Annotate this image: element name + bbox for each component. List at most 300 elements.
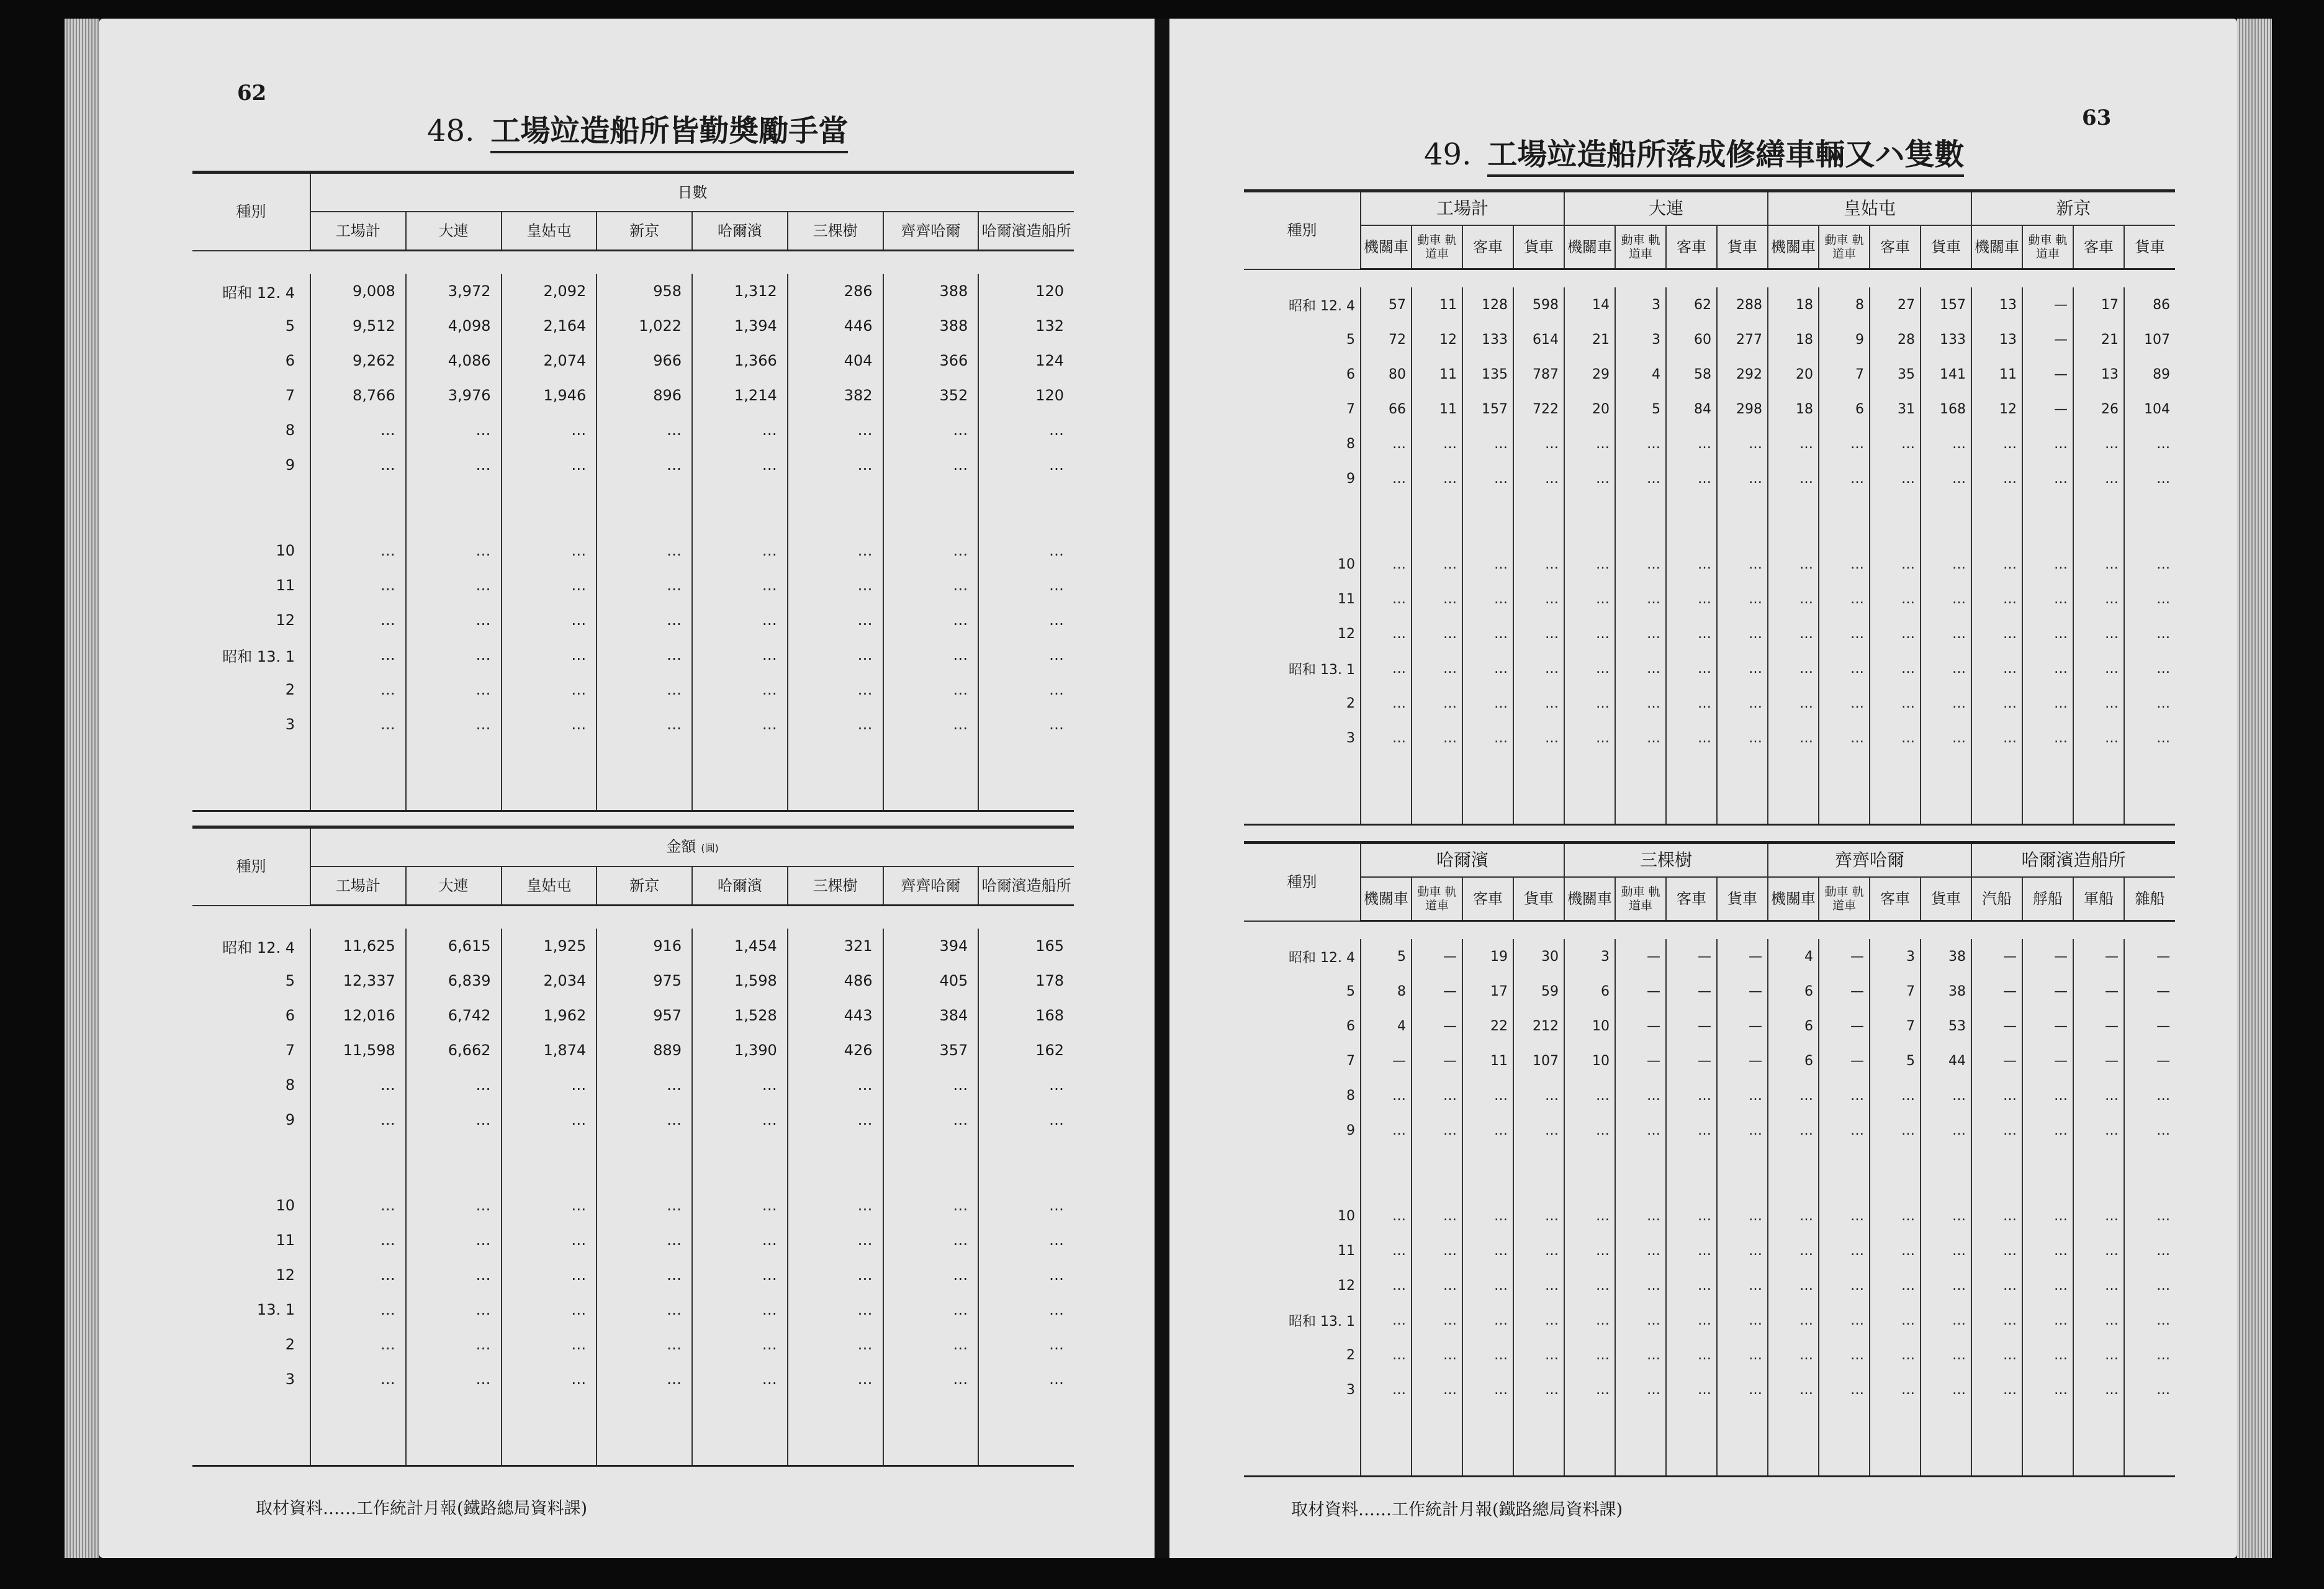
amount-table-section: [192, 826, 1074, 1467]
table-cell: …: [2022, 426, 2073, 461]
table-row: [192, 1188, 1074, 1223]
table-cell: —: [1666, 939, 1717, 974]
table-cell: …: [1870, 686, 1921, 721]
table-title: [1424, 130, 1964, 173]
table-cell: …: [2022, 1372, 2073, 1407]
table-cell: …: [1921, 1372, 1971, 1407]
table-cell: …: [788, 1223, 883, 1258]
table-row: [1244, 686, 2175, 721]
table-cell: …: [788, 533, 883, 568]
table-row: [192, 448, 1074, 482]
table-cell: …: [1870, 1372, 1921, 1407]
column-header: 哈爾濱造船所: [978, 212, 1074, 251]
table-cell: …: [788, 448, 883, 482]
row-label: 11: [1338, 1243, 1355, 1259]
row-label: 昭和 13. 1: [222, 647, 295, 665]
table-cell: 11: [1412, 287, 1462, 322]
table-cell: …: [1564, 651, 1615, 686]
table-cell: …: [978, 568, 1074, 603]
table-cell: …: [1666, 1372, 1717, 1407]
table-cell: …: [2022, 461, 2073, 496]
table-cell: 3: [1615, 322, 1666, 357]
table-cell: …: [1971, 426, 2022, 461]
table-cell: …: [502, 533, 597, 568]
table-cell: …: [2124, 1268, 2175, 1303]
table-cell: 1,366: [692, 343, 788, 378]
table-cell: …: [406, 1258, 502, 1292]
table-cell: …: [1768, 686, 1819, 721]
table-cell: …: [883, 637, 979, 672]
table-cell: …: [1819, 1233, 1870, 1268]
table-cell: …: [1361, 616, 1412, 651]
table-row: [1244, 1199, 2175, 1233]
table-row: [1244, 582, 2175, 616]
table-cell: …: [2073, 1372, 2124, 1407]
group-label: 日數: [677, 184, 708, 201]
table-cell: …: [1717, 1199, 1768, 1233]
table-cell: 38: [1921, 939, 1971, 974]
table-cell: …: [978, 672, 1074, 707]
table-cell: …: [692, 672, 788, 707]
table-cell: …: [406, 603, 502, 637]
row-label: 12: [1338, 1277, 1355, 1294]
table-cell: …: [1615, 1268, 1666, 1303]
table-cell: 2,164: [502, 308, 597, 343]
column-header: 客車: [1870, 877, 1921, 921]
table-cell: …: [1666, 651, 1717, 686]
table-cell: …: [1870, 1113, 1921, 1148]
column-header: 新京: [597, 212, 692, 251]
table-cell: 1,528: [692, 998, 788, 1033]
table-cell: 18: [1768, 287, 1819, 322]
table-cell: 19: [1462, 939, 1513, 974]
table-cell: …: [883, 1223, 979, 1258]
table-row: [192, 1362, 1074, 1397]
table-cell: …: [2022, 1199, 2073, 1233]
table-row: [1244, 616, 2175, 651]
table-row: [1244, 287, 2175, 322]
table-cell: 6: [1768, 1009, 1819, 1043]
table-cell: …: [1513, 1233, 1564, 1268]
table-cell: …: [978, 603, 1074, 637]
table-cell: …: [978, 637, 1074, 672]
table-row: [192, 637, 1074, 672]
table-cell: …: [1921, 1113, 1971, 1148]
table-cell: —: [1971, 1043, 2022, 1078]
table-cell: —: [1361, 1043, 1412, 1078]
group-header: 皇姑屯: [1768, 191, 1971, 226]
table-cell: …: [406, 1102, 502, 1137]
table-cell: …: [1412, 1372, 1462, 1407]
table-cell: …: [2073, 547, 2124, 582]
table-cell: …: [978, 1188, 1074, 1223]
table-cell: 13: [2073, 357, 2124, 392]
table-cell: …: [1615, 1233, 1666, 1268]
table-cell: …: [1513, 1199, 1564, 1233]
row-label: 8: [285, 1076, 295, 1094]
row-label: 10: [1338, 1208, 1355, 1224]
table-cell: …: [1971, 1199, 2022, 1233]
table-cell: …: [1768, 1303, 1819, 1338]
table-cell: …: [788, 1102, 883, 1137]
table-cell: …: [1513, 1078, 1564, 1113]
table-cell: 382: [788, 378, 883, 413]
table-cell: …: [406, 1327, 502, 1362]
table-cell: …: [1462, 1268, 1513, 1303]
table-cell: …: [883, 533, 979, 568]
table-row: [192, 672, 1074, 707]
table-cell: 288: [1717, 287, 1768, 322]
table-cell: …: [883, 448, 979, 482]
table-cell: …: [1513, 616, 1564, 651]
row-label: 2: [285, 1336, 295, 1353]
group-header: 新京: [1971, 191, 2175, 226]
table-cell: …: [502, 1068, 597, 1102]
table-cell: 21: [1564, 322, 1615, 357]
table-cell: 165: [978, 929, 1074, 963]
table-cell: 89: [2124, 357, 2175, 392]
table-cell: …: [1615, 1303, 1666, 1338]
column-header: 客車: [1870, 225, 1921, 269]
table-cell: —: [1412, 974, 1462, 1009]
table-cell: …: [1819, 1303, 1870, 1338]
table-row: [192, 343, 1074, 378]
table-cell: …: [978, 448, 1074, 482]
table-cell: 3: [1564, 939, 1615, 974]
table-cell: …: [1870, 651, 1921, 686]
table-cell: 12: [1412, 322, 1462, 357]
table-cell: …: [2073, 1113, 2124, 1148]
table-cell: …: [1615, 721, 1666, 755]
table-cell: …: [1768, 721, 1819, 755]
table-cell: …: [1666, 582, 1717, 616]
table-cell: …: [502, 603, 597, 637]
table-cell: …: [597, 568, 692, 603]
table-cell: …: [978, 533, 1074, 568]
days-table: [192, 171, 1074, 812]
table-row: [1244, 974, 2175, 1009]
table-cell: …: [1513, 461, 1564, 496]
table-cell: …: [883, 568, 979, 603]
table-cell: …: [788, 1068, 883, 1102]
table-cell: …: [1666, 1233, 1717, 1268]
row-label: 2: [1346, 695, 1355, 711]
table-cell: …: [788, 1362, 883, 1397]
table-row: [1244, 426, 2175, 461]
group-label: 金額: [666, 837, 696, 855]
table-cell: …: [1462, 1113, 1513, 1148]
column-header: 動車 軌道車: [1819, 225, 1870, 269]
table-cell: 59: [1513, 974, 1564, 1009]
table-cell: …: [1717, 1233, 1768, 1268]
table-cell: …: [1870, 582, 1921, 616]
column-header: 動車 軌道車: [1615, 225, 1666, 269]
table-cell: …: [1666, 1113, 1717, 1148]
table-cell: 1,214: [692, 378, 788, 413]
table-cell: …: [1412, 582, 1462, 616]
table-cell: —: [2022, 939, 2073, 974]
table-cell: …: [883, 1102, 979, 1137]
table-cell: …: [1717, 686, 1768, 721]
table-cell: …: [2073, 1303, 2124, 1338]
row-label: 昭和 12. 4: [222, 939, 295, 957]
table-cell: …: [1615, 426, 1666, 461]
table-cell: 11: [1462, 1043, 1513, 1078]
table-cell: 178: [978, 963, 1074, 998]
row-label: 昭和 12. 4: [1289, 298, 1355, 314]
table-cell: 4: [1361, 1009, 1412, 1043]
table-cell: …: [788, 568, 883, 603]
table-cell: 614: [1513, 322, 1564, 357]
table-cell: 29: [1564, 357, 1615, 392]
table-cell: 162: [978, 1033, 1074, 1068]
table-cell: 2,034: [502, 963, 597, 998]
table-cell: …: [1870, 461, 1921, 496]
table-cell: …: [2073, 461, 2124, 496]
table-cell: …: [1412, 686, 1462, 721]
table-cell: 168: [978, 998, 1074, 1033]
table-cell: 44: [1921, 1043, 1971, 1078]
table-cell: …: [1666, 1338, 1717, 1372]
table-cell: 28: [1870, 322, 1921, 357]
table-row: [1244, 1233, 2175, 1268]
row-label: 6: [285, 1007, 295, 1024]
table-cell: 6,839: [406, 963, 502, 998]
row-label: 7: [285, 1042, 295, 1059]
table-cell: …: [310, 568, 406, 603]
column-header: 機關車: [1361, 225, 1412, 269]
table-cell: …: [2073, 1078, 2124, 1113]
table-cell: —: [2022, 1009, 2073, 1043]
table-cell: …: [1666, 547, 1717, 582]
table-cell: …: [1971, 547, 2022, 582]
table-cell: …: [2124, 1372, 2175, 1407]
table-cell: …: [1768, 1199, 1819, 1233]
table-cell: …: [502, 448, 597, 482]
table-cell: —: [1615, 974, 1666, 1009]
table-cell: —: [1717, 974, 1768, 1009]
column-header: 貨車: [2124, 225, 2175, 269]
table-row: [1244, 1009, 2175, 1043]
table-cell: …: [1513, 582, 1564, 616]
table-cell: …: [406, 637, 502, 672]
table-cell: …: [597, 707, 692, 742]
table-cell: …: [406, 1188, 502, 1223]
group-header: 哈爾濱: [1361, 843, 1564, 878]
table-cell: 5: [1361, 939, 1412, 974]
table-cell: …: [1666, 686, 1717, 721]
table-cell: —: [2124, 1043, 2175, 1078]
table-cell: …: [1412, 616, 1462, 651]
table-cell: …: [1921, 426, 1971, 461]
table-cell: …: [1870, 1338, 1921, 1372]
table-cell: …: [788, 672, 883, 707]
table-cell: …: [310, 448, 406, 482]
group-unit: (圓): [701, 842, 719, 854]
table-cell: 405: [883, 963, 979, 998]
row-label: 10: [276, 1197, 295, 1214]
table-cell: …: [2073, 582, 2124, 616]
table-row: [1244, 939, 2175, 974]
table-cell: 394: [883, 929, 979, 963]
table-cell: —: [1615, 1009, 1666, 1043]
column-header: 哈爾濱造船所: [978, 867, 1074, 906]
row-label: 5: [285, 317, 295, 335]
table-cell: …: [1564, 582, 1615, 616]
table-cell: 6: [1768, 1043, 1819, 1078]
table-cell: …: [1412, 1303, 1462, 1338]
table-cell: …: [1462, 616, 1513, 651]
table-cell: …: [1361, 582, 1412, 616]
table-cell: …: [1768, 461, 1819, 496]
row-label: 昭和 12. 4: [1289, 950, 1355, 966]
table-cell: …: [1412, 426, 1462, 461]
table-cell: …: [1361, 1078, 1412, 1113]
column-header: 三棵樹: [788, 212, 883, 251]
table-cell: …: [1717, 1303, 1768, 1338]
table-cell: …: [1870, 1078, 1921, 1113]
table-cell: 5: [1870, 1043, 1921, 1078]
lower-vehicle-table-section: [1244, 841, 2175, 1477]
table-row: [192, 1258, 1074, 1292]
table-cell: …: [1666, 1268, 1717, 1303]
table-cell: 975: [597, 963, 692, 998]
table-cell: …: [1717, 721, 1768, 755]
table-cell: 3,972: [406, 274, 502, 308]
table-cell: 26: [2073, 392, 2124, 426]
row-label: 2: [1346, 1347, 1355, 1363]
table-cell: 104: [2124, 392, 2175, 426]
table-cell: …: [1462, 426, 1513, 461]
table-cell: 8,766: [310, 378, 406, 413]
table-cell: …: [2124, 582, 2175, 616]
stub-header: 種別: [1244, 191, 1361, 269]
table-cell: …: [1819, 1199, 1870, 1233]
row-label: 11: [1338, 591, 1355, 607]
table-cell: …: [310, 672, 406, 707]
table-cell: …: [1768, 1372, 1819, 1407]
table-cell: …: [1462, 1078, 1513, 1113]
table-cell: …: [1513, 426, 1564, 461]
column-header: 齊齊哈爾: [883, 212, 979, 251]
table-title-text: 工場竝造船所落成修繕車輛又ハ隻數: [1487, 137, 1964, 177]
table-cell: …: [1615, 1372, 1666, 1407]
table-cell: …: [1361, 651, 1412, 686]
table-cell: …: [2073, 616, 2124, 651]
column-header: 機關車: [1361, 877, 1412, 921]
table-cell: …: [1870, 1268, 1921, 1303]
table-cell: 1,454: [692, 929, 788, 963]
table-cell: …: [502, 672, 597, 707]
table-cell: 1,946: [502, 378, 597, 413]
table-cell: …: [1564, 721, 1615, 755]
table-cell: …: [1412, 1268, 1462, 1303]
table-cell: 7: [1870, 1009, 1921, 1043]
table-cell: …: [978, 1362, 1074, 1397]
table-cell: 3,976: [406, 378, 502, 413]
row-label: 7: [1346, 401, 1355, 417]
table-row: [192, 568, 1074, 603]
table-cell: …: [2124, 1078, 2175, 1113]
table-cell: —: [2073, 1043, 2124, 1078]
table-cell: 443: [788, 998, 883, 1033]
row-label: 9: [285, 1111, 295, 1128]
table-cell: …: [2124, 1338, 2175, 1372]
table-cell: 292: [1717, 357, 1768, 392]
book-edge-right: [2237, 19, 2272, 1558]
table-cell: 60: [1666, 322, 1717, 357]
table-cell: …: [1971, 616, 2022, 651]
row-label: 昭和 13. 1: [1289, 662, 1355, 678]
table-cell: …: [597, 603, 692, 637]
table-cell: …: [1513, 686, 1564, 721]
table-cell: …: [1666, 616, 1717, 651]
column-header: 貨車: [1513, 877, 1564, 921]
table-cell: 12,016: [310, 998, 406, 1033]
table-cell: …: [1615, 547, 1666, 582]
table-cell: 7: [1870, 974, 1921, 1009]
table-row: [1244, 1303, 2175, 1338]
table-cell: 18: [1768, 322, 1819, 357]
column-header: 貨車: [1921, 877, 1971, 921]
table-row: [1244, 1338, 2175, 1372]
table-cell: 12: [1971, 392, 2022, 426]
table-cell: …: [597, 1223, 692, 1258]
table-cell: …: [1717, 1338, 1768, 1372]
table-cell: 62: [1666, 287, 1717, 322]
table-cell: …: [883, 1292, 979, 1327]
table-cell: …: [2124, 1113, 2175, 1148]
table-cell: 11: [1412, 357, 1462, 392]
column-header: 大連: [406, 867, 502, 906]
row-label: 5: [285, 972, 295, 989]
stub-header: 種別: [1244, 843, 1361, 921]
table-cell: …: [1412, 547, 1462, 582]
table-cell: …: [1513, 721, 1564, 755]
table-cell: …: [1564, 1233, 1615, 1268]
column-header: 客車: [1462, 225, 1513, 269]
table-cell: …: [978, 1068, 1074, 1102]
table-cell: —: [1971, 939, 2022, 974]
stub-header: 種別: [192, 827, 310, 906]
table-cell: …: [1564, 686, 1615, 721]
table-cell: —: [2022, 287, 2073, 322]
table-cell: …: [1819, 1078, 1870, 1113]
table-row: [1244, 357, 2175, 392]
table-cell: 57: [1361, 287, 1412, 322]
table-cell: 84: [1666, 392, 1717, 426]
table-cell: …: [1819, 582, 1870, 616]
table-cell: 896: [597, 378, 692, 413]
table-cell: 916: [597, 929, 692, 963]
table-cell: 1,874: [502, 1033, 597, 1068]
row-label: 12: [276, 611, 295, 629]
table-cell: …: [1768, 1113, 1819, 1148]
table-cell: 1,598: [692, 963, 788, 998]
table-cell: 128: [1462, 287, 1513, 322]
table-cell: …: [2022, 721, 2073, 755]
table-cell: …: [502, 1327, 597, 1362]
column-header: 客車: [1462, 877, 1513, 921]
table-cell: …: [1513, 547, 1564, 582]
table-cell: …: [1921, 1199, 1971, 1233]
table-row: [1244, 1043, 2175, 1078]
column-header: 汽船: [1971, 877, 2022, 921]
table-cell: …: [2124, 616, 2175, 651]
table-cell: 957: [597, 998, 692, 1033]
table-row: [1244, 547, 2175, 582]
table-cell: …: [2124, 1303, 2175, 1338]
